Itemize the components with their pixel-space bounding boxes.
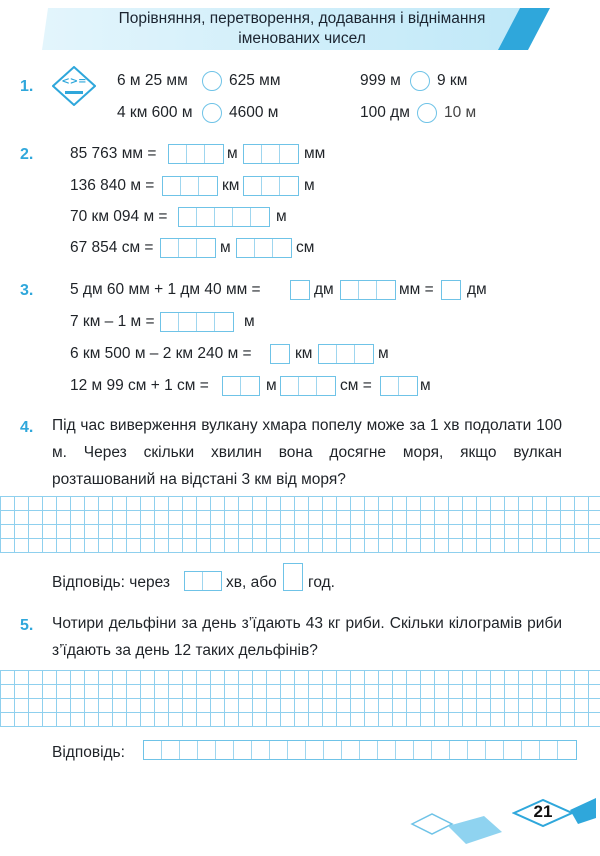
ex3-row3-unit2: м (378, 345, 389, 362)
ex2-row4-expr: 67 854 см = (70, 239, 154, 256)
ex4-answer-prefix: Відповідь: через (52, 574, 170, 591)
ex1-item3-circle[interactable] (202, 103, 222, 123)
ex1-item1-circle[interactable] (202, 71, 222, 91)
ex3-row4-box3[interactable] (380, 376, 418, 396)
ex4-answer-box-minutes[interactable] (184, 571, 222, 591)
exercise-4-number: 4. (20, 419, 34, 436)
exercise-5-number: 5. (20, 617, 34, 634)
ex2-row3-expr: 70 км 094 м = (70, 208, 168, 225)
header-title-line1: Порівняння, перетворення, додавання і віднімання (118, 10, 486, 27)
ex1-item4-right: 10 м (444, 104, 477, 121)
ex1-item1-right: 625 мм (229, 72, 281, 89)
page-number: 21 (533, 802, 553, 821)
ex2-row4-box2[interactable] (236, 238, 292, 258)
ex3-row3-box1[interactable] (270, 344, 290, 364)
ex2-row1-unit1: м (227, 145, 238, 162)
ex2-row1-box1[interactable] (168, 144, 224, 164)
ex2-row1-unit2: мм (304, 145, 326, 162)
ex2-row3-box1[interactable] (178, 207, 270, 227)
ex3-row4-unit2: см = (340, 377, 372, 394)
ex1-item4-circle[interactable] (417, 103, 437, 123)
ex2-row2-box1[interactable] (162, 176, 218, 196)
ex4-work-grid[interactable] (0, 496, 600, 553)
ex2-row2-unit1: км (222, 177, 240, 194)
ex4-answer-box-hours[interactable] (283, 563, 303, 591)
ex1-item2-right: 9 км (437, 72, 468, 89)
page-number-badge (512, 798, 574, 828)
ex3-row1-unit1: дм (314, 281, 334, 298)
ex2-row1-box2[interactable] (243, 144, 299, 164)
ex3-row4-box1[interactable] (222, 376, 260, 396)
ex3-row1-box2[interactable] (340, 280, 396, 300)
ex1-item2-circle[interactable] (410, 71, 430, 91)
ex3-row1-unit3: дм (467, 281, 487, 298)
compare-signs-text: <>= (61, 76, 87, 87)
ex4-answer-suffix: год. (308, 574, 335, 591)
ex2-row2-unit2: м (304, 177, 315, 194)
compare-signs-icon (52, 66, 96, 106)
ex3-row3-box2[interactable] (318, 344, 374, 364)
header-title-line2: іменованих чисел (238, 30, 366, 47)
ex2-row4-unit2: см (296, 239, 315, 256)
ex2-row4-unit1: м (220, 239, 231, 256)
ex3-row4-box2[interactable] (280, 376, 336, 396)
corner-diamond-decoration (566, 796, 600, 826)
ex1-item2-left: 999 м (360, 72, 401, 89)
ex3-row1-box3[interactable] (441, 280, 461, 300)
ex2-row4-box1[interactable] (160, 238, 216, 258)
ex3-row4-unit3: м (420, 377, 431, 394)
ex3-row1-unit2: мм = (399, 281, 434, 298)
exercise-3-number: 3. (20, 282, 34, 299)
ex3-row4-unit1: м (266, 377, 277, 394)
exercise-1-number: 1. (20, 78, 34, 95)
ex3-row3-expr: 6 км 500 м – 2 км 240 м = (70, 345, 252, 362)
ex3-row4-expr: 12 м 99 см + 1 см = (70, 377, 209, 394)
ex4-problem-text: Під час виверження вулкану хмара попелу може за 1 хв подолати 100 м. Через скільки хвилин вона досягне моря, якщо вулкан розташований на відстані 3 км від моря? (52, 417, 562, 488)
ex3-row2-box1[interactable] (160, 312, 234, 332)
ex2-row2-box2[interactable] (243, 176, 299, 196)
ex2-row3-unit1: м (276, 208, 287, 225)
ex4-answer-mid: хв, або (226, 574, 277, 591)
ex5-problem-text: Чотири дельфіни за день з’їдають 43 кг риби. Скільки кілограмів риби з’їдають за день 12 таких дельфінів? (52, 615, 562, 659)
ex2-row1-expr: 85 763 мм = (70, 145, 157, 162)
ex3-row2-expr: 7 км – 1 м = (70, 313, 155, 330)
ex3-row3-unit1: км (295, 345, 313, 362)
exercise-2-number: 2. (20, 146, 34, 163)
ex1-item3-left: 4 км 600 м (117, 104, 193, 121)
ex3-row1-expr: 5 дм 60 мм + 1 дм 40 мм = (70, 281, 261, 298)
ex1-item4-left: 100 дм (360, 104, 410, 121)
header-banner (42, 6, 550, 52)
ex2-row2-expr: 136 840 м = (70, 177, 155, 194)
ex1-item1-left: 6 м 25 мм (117, 72, 188, 89)
ex3-row2-unit1: м (244, 313, 255, 330)
ex1-item3-right: 4600 м (229, 104, 279, 121)
ex5-answer-box[interactable] (143, 740, 577, 760)
ex3-row1-box1[interactable] (290, 280, 310, 300)
ex5-answer-label: Відповідь: (52, 744, 125, 761)
ex5-work-grid[interactable] (0, 670, 600, 727)
